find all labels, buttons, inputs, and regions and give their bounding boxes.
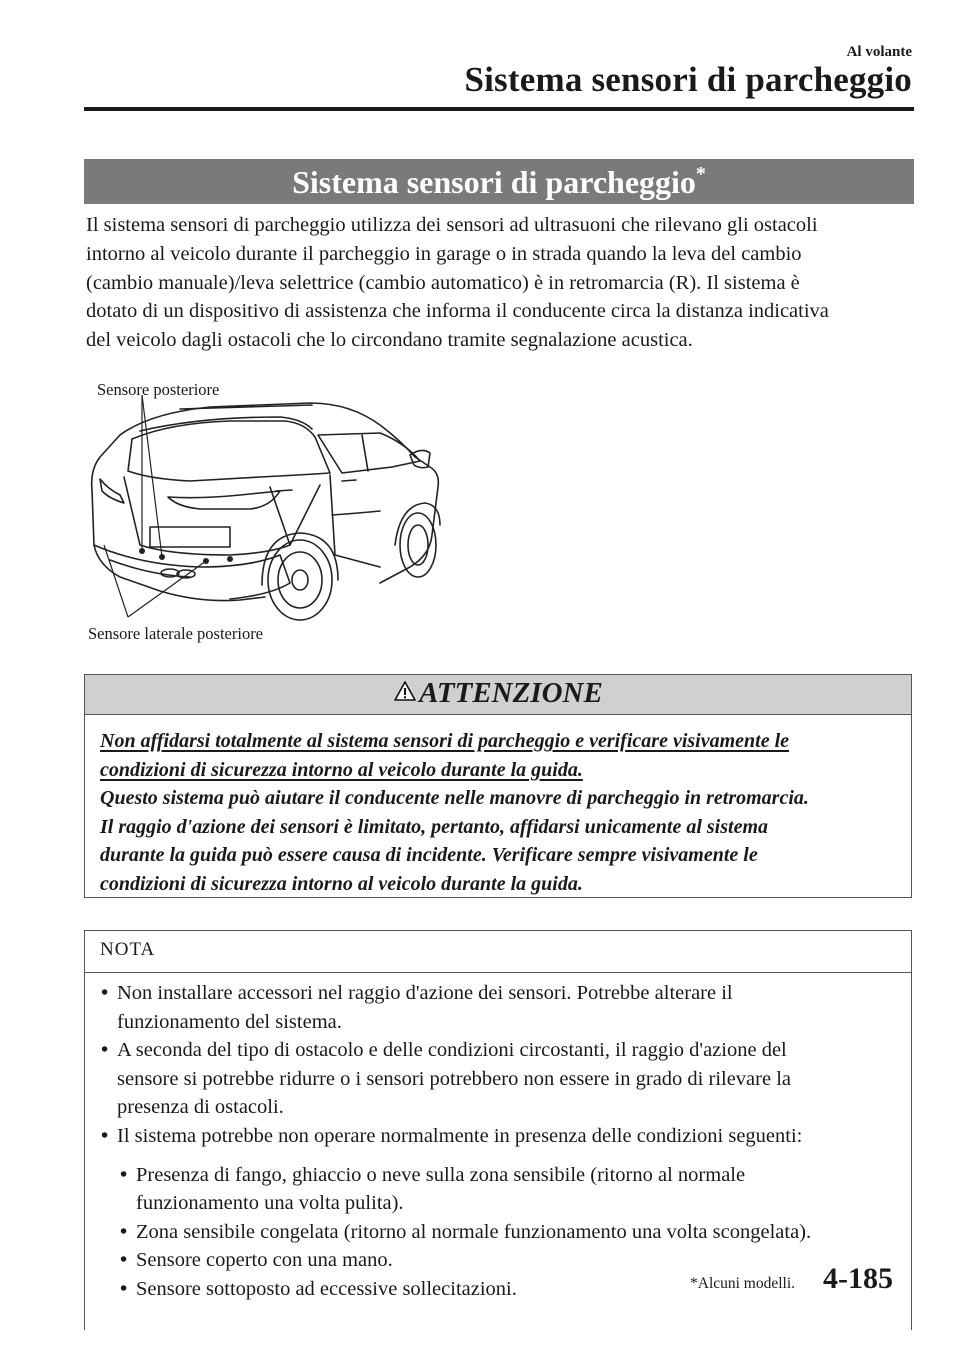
intro-paragraph — [86, 211, 916, 355]
bullet: • — [101, 982, 109, 1004]
warning-line: Questo sistema può aiutare il conducente nelle manovre di parcheggio in retromarcia. — [100, 787, 809, 809]
warning-box — [84, 674, 912, 898]
figure-label-rear-sensor: Sensore posteriore — [97, 380, 220, 399]
header-rule — [84, 107, 914, 111]
warning-line: durante la guida può essere causa di incidente. Verificare sempre visivamente le — [100, 844, 758, 866]
list-item-line: A seconda del tipo di ostacolo e delle condizioni circostanti, il raggio d'azione del — [117, 1039, 787, 1062]
list-item-line: presenza di ostacoli. — [117, 1096, 284, 1119]
list-item-line: funzionamento del sistema. — [117, 1010, 342, 1033]
list-item-line: sensore si potrebbe ridurre o i sensori potrebbero non essere in grado di rilevare la — [117, 1067, 791, 1090]
note-list — [85, 979, 905, 1304]
intro-line: intorno al veicolo durante il parcheggio in garage o in strada quando la leva del cambio — [86, 242, 802, 265]
list-item-line: Il sistema potrebbe non operare normalmente in presenza delle condizioni seguenti: — [117, 1124, 803, 1147]
sub-list-item — [85, 1218, 905, 1247]
sub-list-item-line: Presenza di fango, ghiaccio o neve sulla zona sensibile (ritorno al normale — [136, 1163, 746, 1186]
footnote: *Alcuni modelli. — [690, 1275, 796, 1292]
list-item — [85, 979, 905, 1036]
intro-line: del veicolo dagli ostacoli che lo circondano tramite segnalazione acustica. — [86, 329, 693, 352]
sub-list-item-line: Sensore coperto con una mano. — [136, 1249, 393, 1272]
list-item-line: Non installare accessori nel raggio d'azione dei sensori. Potrebbe alterare il — [117, 982, 733, 1004]
warning-header — [85, 675, 911, 715]
note-box — [84, 930, 912, 1330]
sub-list-item-line: funzionamento una volta pulita). — [136, 1192, 404, 1215]
car-rear-illustration — [80, 395, 450, 627]
warning-line: condizioni di sicurezza intorno al veicolo durante la guida. — [100, 872, 583, 895]
warning-line: condizioni di sicurezza intorno al veicolo durante la guida. — [100, 758, 583, 781]
sub-list-item — [85, 1246, 905, 1275]
warning-triangle-icon — [393, 680, 417, 702]
note-header — [85, 931, 911, 973]
bullet: • — [120, 1277, 128, 1300]
bullet: • — [101, 1039, 109, 1062]
list-item — [85, 1122, 905, 1151]
sub-list-item-line: Zona sensibile congelata (ritorno al normale funzionamento una volta scongelata). — [136, 1220, 812, 1243]
intro-line: dotato di un dispositivo di assistenza che informa il conducente circa la distanza indicativa — [86, 300, 829, 323]
banner-marker: * — [695, 163, 706, 185]
header-section-label: Al volante — [846, 44, 912, 60]
section-banner — [84, 159, 914, 204]
note-title: NOTA — [100, 939, 156, 960]
list-item — [85, 1036, 905, 1122]
header-title: Sistema sensori di parcheggio — [464, 60, 912, 99]
figure-label-rear-side-sensor: Sensore laterale posteriore — [88, 624, 264, 643]
banner-title: Sistema sensori di parcheggio — [292, 164, 696, 200]
bullet: • — [120, 1249, 128, 1272]
page-number: 4-185 — [823, 1262, 893, 1295]
intro-line: Il sistema sensori di parcheggio utilizza dei sensori ad ultrasuoni che rilevano gli ostacoli — [86, 214, 818, 236]
bullet: • — [101, 1124, 109, 1147]
warning-title — [85, 677, 911, 710]
bullet: • — [120, 1163, 128, 1186]
warning-line: Il raggio d'azione dei sensori è limitato, pertanto, affidarsi unicamente al sistema — [100, 815, 769, 838]
warning-title-text: ATTENZIONE — [419, 677, 603, 709]
bullet: • — [120, 1220, 128, 1243]
warning-text — [100, 727, 900, 898]
intro-line: (cambio manuale)/leva selettrice (cambio automatico) è in retromarcia (R). Il sistema è — [86, 271, 800, 294]
sub-list-item-line: Sensore sottoposto ad eccessive sollecitazioni. — [136, 1277, 517, 1300]
warning-line: Non affidarsi totalmente al sistema sensori di parcheggio e verificare visivamente le — [100, 730, 790, 752]
sub-list-item — [85, 1161, 905, 1218]
